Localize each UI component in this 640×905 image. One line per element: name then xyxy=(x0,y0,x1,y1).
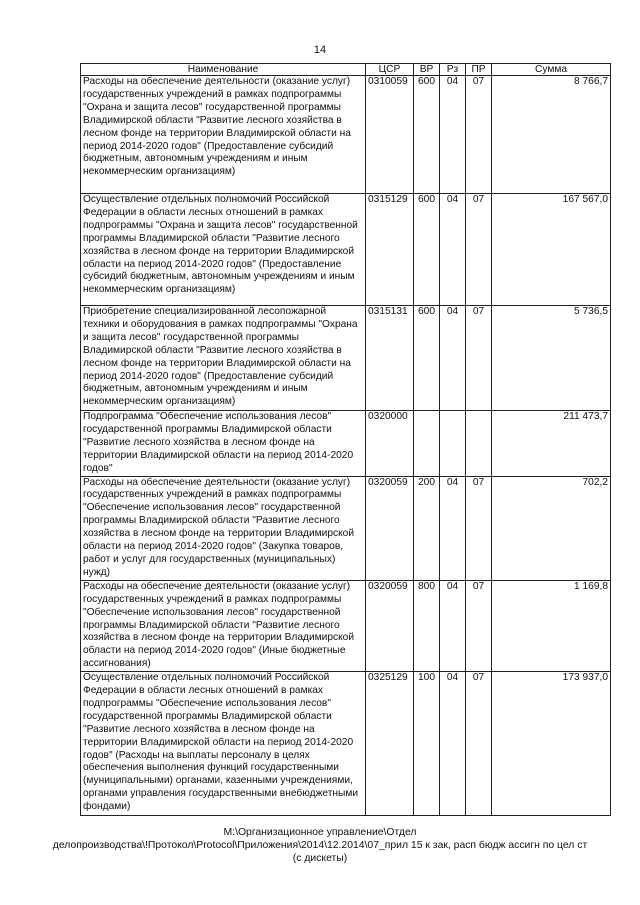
row-sum: 5 736,5 xyxy=(492,306,611,411)
footer-line-1: М:\Организационное управление\Отдел xyxy=(223,827,417,838)
row-pr: 07 xyxy=(466,672,492,816)
row-csr: 0325129 xyxy=(366,672,414,816)
row-vr: 600 xyxy=(414,306,440,411)
header-pr: ПР xyxy=(466,64,492,76)
table-row xyxy=(81,306,611,411)
row-pr: 07 xyxy=(466,194,492,306)
row-rz: 04 xyxy=(440,194,466,306)
row-rz: 04 xyxy=(440,580,466,671)
file-path-footer xyxy=(0,826,640,865)
table-row xyxy=(81,194,611,306)
row-pr: 07 xyxy=(466,76,492,194)
row-sum: 211 473,7 xyxy=(492,411,611,477)
row-pr: 07 xyxy=(466,580,492,671)
row-csr: 0315131 xyxy=(366,306,414,411)
row-vr: 800 xyxy=(414,580,440,671)
row-pr: 07 xyxy=(466,306,492,411)
row-name: Осуществление отдельных полномочий Российской Федерации в области лесных отношений в рамках подпрограммы "Обеспечение использования лесов" государственной программы Владимирской области "Развитие лесного хозяйства в лесном фонде на территории Владимирской области на период 2014-2020 годов" (Расходы на выплаты персоналу в целях обеспечения выполнения функций государственными (муниципальными) органами, казенными учреждениями, органами управления государственными внебюджетными фондами) xyxy=(81,672,366,816)
table-header-row xyxy=(81,64,611,76)
row-rz: 04 xyxy=(440,672,466,816)
row-sum: 167 567,0 xyxy=(492,194,611,306)
row-vr: 200 xyxy=(414,476,440,580)
row-name: Расходы на обеспечение деятельности (оказание услуг) государственных учреждений в рамках подпрограммы "Обеспечение использования лесов" государственной программы Владимирской области "Развитие лесного хозяйства в лесном фонде на территории Владимирской области на период 2014-2020 годов" (Закупка товаров, работ и услуг для государственных (муниципальных) нужд) xyxy=(81,476,366,580)
row-name: Приобретение специализированной лесопожарной техники и оборудования в рамках подпрограммы "Охрана и защита лесов" государственной программы Владимирской области "Развитие лесного хозяйства в лесном фонде на территории Владимирской области на период 2014-2020 годов" (Предоставление субсидий бюджетным, автономным учреждениям и иным некоммерческим организациям) xyxy=(81,306,366,411)
table-row xyxy=(81,476,611,580)
row-pr: 07 xyxy=(466,476,492,580)
row-csr: 0315129 xyxy=(366,194,414,306)
row-name: Расходы на обеспечение деятельности (оказание услуг) государственных учреждений в рамках подпрограммы "Обеспечение использования лесов" государственной программы Владимирской области "Развитие лесного хозяйства в лесном фонде на территории Владимирской области на период 2014-2020 годов" (Иные бюджетные ассигнования) xyxy=(81,580,366,671)
row-pr xyxy=(466,411,492,477)
row-rz: 04 xyxy=(440,76,466,194)
header-vr: ВР xyxy=(414,64,440,76)
row-rz: 04 xyxy=(440,476,466,580)
table-row xyxy=(81,672,611,816)
row-name: Расходы на обеспечение деятельности (оказание услуг) государственных учреждений в рамках подпрограммы "Охрана и защита лесов" государственной программы Владимирской области "Развитие лесного хозяйства в лесном фонде на территории Владимирской области на период 2014-2020 годов" (Предоставление субсидий бюджетным, автономным учреждениям и иным некоммерческим организациям) xyxy=(81,76,366,194)
footer-line-2: делопроизводства\!Протокол\Protocol\Приложения\2014\12.2014\07_прил 15 к зак, расп бюдж ассигн по цел ст xyxy=(52,840,588,851)
row-name: Осуществление отдельных полномочий Российской Федерации в области лесных отношений в рамках подпрограммы "Охрана и защита лесов" государственной программы Владимирской области "Развитие лесного хозяйства в лесном фонде на территории Владимирской области на период 2014-2020 годов" (Предоставление субсидий бюджетным, автономным учреждениям и иным некоммерческим организациям) xyxy=(81,194,366,306)
row-csr: 0310059 xyxy=(366,76,414,194)
row-csr: 0320059 xyxy=(366,580,414,671)
row-vr: 600 xyxy=(414,194,440,306)
row-rz: 04 xyxy=(440,306,466,411)
table-row xyxy=(81,411,611,477)
row-vr xyxy=(414,411,440,477)
row-sum: 8 766,7 xyxy=(492,76,611,194)
budget-table xyxy=(80,63,611,816)
row-name: Подпрограмма "Обеспечение использования лесов" государственной программы Владимирской области "Развитие лесного хозяйства в лесном фонде на территории Владимирской области на период 2014-2020 годов" xyxy=(81,411,366,477)
header-rz: Рз xyxy=(440,64,466,76)
row-sum: 702,2 xyxy=(492,476,611,580)
table-row xyxy=(81,76,611,194)
header-name: Наименование xyxy=(81,64,366,76)
row-csr: 0320059 xyxy=(366,476,414,580)
table-row xyxy=(81,580,611,671)
row-sum: 1 169,8 xyxy=(492,580,611,671)
header-sum: Сумма xyxy=(492,64,611,76)
page-number: 14 xyxy=(313,44,327,56)
row-csr: 0320000 xyxy=(366,411,414,477)
header-csr: ЦСР xyxy=(366,64,414,76)
row-vr: 100 xyxy=(414,672,440,816)
row-rz xyxy=(440,411,466,477)
footer-line-3: (с дискеты) xyxy=(292,853,348,864)
row-vr: 600 xyxy=(414,76,440,194)
row-sum: 173 937,0 xyxy=(492,672,611,816)
